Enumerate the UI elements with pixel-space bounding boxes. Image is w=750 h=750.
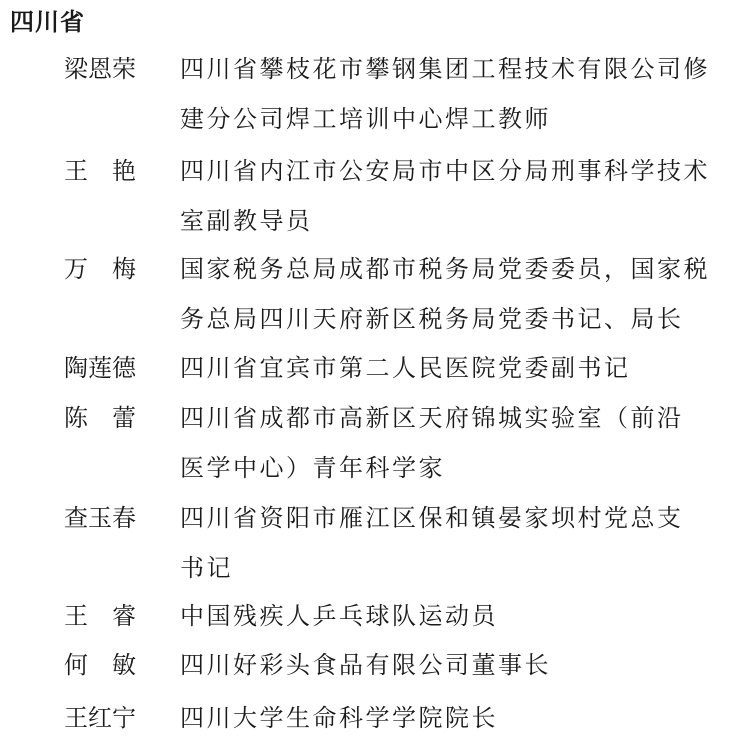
honoree-title (180, 146, 736, 246)
honoree-title-line: 四川省宜宾市第二人民医院党委副书记 (180, 354, 631, 382)
honoree-name: 梁恩荣 (64, 55, 136, 83)
honoree-title (180, 640, 736, 690)
honoree-title-line: 务总局四川天府新区税务局党委书记、局长 (180, 305, 684, 333)
honoree-title-line: 建分公司焊工培训中心焊工教师 (180, 105, 551, 133)
honoree-title-line: 中国残疾人乒乓球队运动员 (180, 602, 498, 630)
honoree-name: 查玉春 (64, 504, 136, 532)
honoree-name: 王红宁 (64, 704, 136, 732)
honoree-name: 陶莲德 (64, 354, 136, 382)
honoree-title-line: 四川大学生命科学学院院长 (180, 704, 498, 732)
honoree-name: 陈 蕾 (64, 404, 136, 432)
honoree-name: 王 睿 (64, 602, 136, 630)
honoree-title (180, 44, 736, 144)
honoree-title (180, 244, 736, 344)
honoree-title-line: 四川省资阳市雁江区保和镇晏家坝村党总支 (180, 504, 684, 532)
honoree-title (180, 493, 736, 593)
honoree-title (180, 393, 736, 493)
honoree-name: 王 艳 (64, 157, 136, 185)
section-title: 四川省 (10, 8, 85, 36)
honoree-title-line: 四川省成都市高新区天府锦城实验室（前沿 (180, 404, 684, 432)
honoree-title-line: 四川好彩头食品有限公司董事长 (180, 651, 551, 679)
honoree-title (180, 591, 736, 641)
honoree-name: 万 梅 (64, 255, 136, 283)
honoree-title-line: 国家税务总局成都市税务局党委委员，国家税 (180, 255, 710, 283)
honoree-title-line: 四川省攀枝花市攀钢集团工程技术有限公司修 (180, 55, 710, 83)
honoree-name: 何 敏 (64, 651, 136, 679)
honoree-title (180, 693, 736, 743)
honoree-title (180, 343, 736, 393)
honoree-title-line: 书记 (180, 554, 233, 582)
honoree-title-line: 室副教导员 (180, 207, 313, 235)
honoree-title-line: 医学中心）青年科学家 (180, 454, 445, 482)
honoree-title-line: 四川省内江市公安局市中区分局刑事科学技术 (180, 157, 710, 185)
